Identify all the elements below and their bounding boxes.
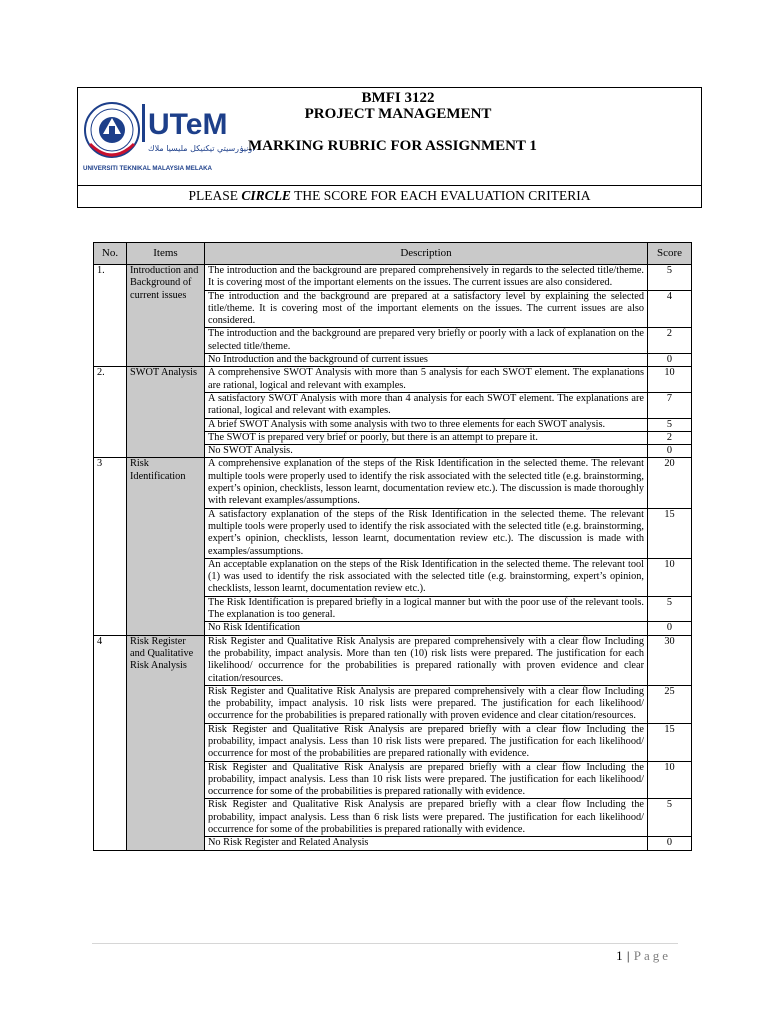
criterion-number: 4 <box>94 635 127 850</box>
table-row <box>94 635 692 685</box>
criterion-description: A comprehensive explanation of the steps of the Risk Identification in the selected theme. The relevant multiple tools were properly used to identify the risk associated with the selected title (e.g. brainstorming, expert’s opinion, checklists, lesson learnt, documentation review etc.). The discussion is made thoroughly with relevant examples/assumptions. <box>205 458 648 508</box>
rubric-title: MARKING RUBRIC FOR ASSIGNMENT 1 <box>248 138 537 154</box>
criterion-description: Risk Register and Qualitative Risk Analysis are prepared briefly with a clear flow Including the probability, impact analysis. Less than 10 risk lists were prepared. The justification for each likelihood/ occurrence for some of the probabilities is prepared rationally with evidence. <box>205 761 648 799</box>
logo-university-name: UNIVERSITI TEKNIKAL MALAYSIA MELAKA <box>83 165 213 172</box>
criterion-description: A brief SWOT Analysis with some analysis with two to three elements for each SWOT analysis. <box>205 418 648 431</box>
criterion-item: SWOT Analysis <box>127 367 205 458</box>
table-row <box>94 367 692 393</box>
criterion-score[interactable]: 5 <box>648 418 692 431</box>
criterion-score[interactable]: 30 <box>648 635 692 685</box>
page-number-value: 1 <box>616 948 624 963</box>
criterion-description: No Introduction and the background of current issues <box>205 354 648 367</box>
criterion-description: The SWOT is prepared very brief or poorly, but there is an attempt to prepare it. <box>205 431 648 444</box>
criterion-score[interactable]: 10 <box>648 761 692 799</box>
utem-logo <box>82 96 255 176</box>
criterion-number: 3 <box>94 458 127 635</box>
criterion-score[interactable]: 0 <box>648 622 692 635</box>
logo-brand: UTeM <box>148 108 228 141</box>
criterion-description: A comprehensive SWOT Analysis with more than 5 analysis for each SWOT element. The explanations are rational, logical and relevant with examples. <box>205 367 648 393</box>
table-row <box>94 265 692 291</box>
criterion-score[interactable]: 10 <box>648 367 692 393</box>
column-header-items: Items <box>127 243 205 265</box>
criterion-score[interactable]: 2 <box>648 431 692 444</box>
criterion-score[interactable]: 20 <box>648 458 692 508</box>
criterion-item: Risk Identification <box>127 458 205 635</box>
instruction-emphasis: CIRCLE <box>241 188 291 203</box>
logo-jawi: اونيۏرسيتي تيكنيكل مليسيا ملاك <box>148 144 255 153</box>
instruction-post: THE SCORE FOR EACH EVALUATION CRITERIA <box>290 188 591 203</box>
rubric-body <box>94 265 692 851</box>
criterion-description: No Risk Identification <box>205 622 648 635</box>
page-label: Page <box>633 948 671 963</box>
criterion-score[interactable]: 0 <box>648 354 692 367</box>
criterion-description: Risk Register and Qualitative Risk Analysis are prepared briefly with a clear flow Including the probability, impact analysis. Less than 10 risk lists were prepared. The justification for each likelihood/ occurrence for most of the probabilities are prepared rationally with evidence. <box>205 723 648 761</box>
utem-crest-icon <box>85 103 139 157</box>
criterion-score[interactable]: 2 <box>648 328 692 354</box>
criterion-description: The Risk Identification is prepared briefly in a logical manner but with the poor use of the relevant tools. The explanation is too general. <box>205 596 648 622</box>
criterion-score[interactable]: 5 <box>648 596 692 622</box>
page-number <box>616 948 671 964</box>
course-name: PROJECT MANAGEMENT <box>304 106 492 122</box>
criterion-description: Risk Register and Qualitative Risk Analysis are prepared comprehensively with a clear flow Including the probability, impact analysis. 10 risk lists were prepared. The justification for each likelihood/ occurrence for the probabilities is prepared rationally with proven evidence and clear citation/resources. <box>205 685 648 723</box>
column-header-score: Score <box>648 243 692 265</box>
table-header-row <box>94 243 692 265</box>
instruction-pre: PLEASE <box>188 188 242 203</box>
criterion-number: 2. <box>94 367 127 458</box>
criterion-score[interactable]: 4 <box>648 290 692 328</box>
page-separator: | <box>623 948 634 963</box>
criterion-description: The introduction and the background are prepared at a satisfactory level by explaining the selected title/theme. It is covering most of the important elements on the issues. The current issues are also considered. <box>205 290 648 328</box>
criterion-score[interactable]: 15 <box>648 508 692 558</box>
criterion-item: Risk Register and Qualitative Risk Analysis <box>127 635 205 850</box>
column-header-description: Description <box>205 243 648 265</box>
criterion-description: Risk Register and Qualitative Risk Analysis are prepared comprehensively with a clear flow Including the probability, impact analysis. More than ten (10) risk lists were prepared. The justification for each likelihood/ occurrence for the probabilities is prepared rationally with proven evidence and clear citation/resources. <box>205 635 648 685</box>
criterion-description: No SWOT Analysis. <box>205 445 648 458</box>
criterion-score[interactable]: 5 <box>648 799 692 837</box>
criterion-item: Introduction and Background of current issues <box>127 265 205 367</box>
table-row <box>94 458 692 508</box>
criterion-score[interactable]: 0 <box>648 445 692 458</box>
header-title-block <box>78 88 701 186</box>
rubric-table <box>93 242 692 851</box>
criterion-description: A satisfactory SWOT Analysis with more than 4 analysis for each SWOT element. The explanations are rational, logical and relevant with examples. <box>205 392 648 418</box>
criterion-description: No Risk Register and Related Analysis <box>205 837 648 850</box>
criterion-description: The introduction and the background are prepared comprehensively in regards to the selected title/theme. It is covering most of the important elements on the issues. The current issues are also considered. <box>205 265 648 291</box>
criterion-score[interactable]: 5 <box>648 265 692 291</box>
criterion-score[interactable]: 10 <box>648 558 692 596</box>
document-header <box>77 87 702 208</box>
criterion-description: An acceptable explanation on the steps of the Risk Identification in the selected theme. The relevant tool (1) was used to identify the risk associated with the selected title (e.g. brainstorming, expert’s opinion, checklists, lesson learnt, documentation review etc.). <box>205 558 648 596</box>
criterion-score[interactable]: 7 <box>648 392 692 418</box>
criterion-number: 1. <box>94 265 127 367</box>
criterion-score[interactable]: 15 <box>648 723 692 761</box>
criterion-description: Risk Register and Qualitative Risk Analysis are prepared briefly with a clear flow Including the probability, impact analysis. Less than 6 risk lists were prepared. The justification for each likelihood/ occurrence for some of the probabilities is prepared rationally with evidence. <box>205 799 648 837</box>
footer-divider <box>92 943 678 944</box>
criterion-description: A satisfactory explanation of the steps of the Risk Identification in the selected theme. The relevant multiple tools were properly used to identify the risk associated with the selected title (e.g. brainstorming, expert’s opinion, checklists, lesson learnt, documentation review etc.). The discussion is made with examples/assumptions. <box>205 508 648 558</box>
instruction-text <box>78 186 701 206</box>
column-header-no: No. <box>94 243 127 265</box>
criterion-score[interactable]: 25 <box>648 685 692 723</box>
criterion-description: The introduction and the background are prepared very briefly or poorly with a lack of explanation on the selected title/theme. <box>205 328 648 354</box>
criterion-score[interactable]: 0 <box>648 837 692 850</box>
course-code: BMFI 3122 <box>361 90 435 106</box>
